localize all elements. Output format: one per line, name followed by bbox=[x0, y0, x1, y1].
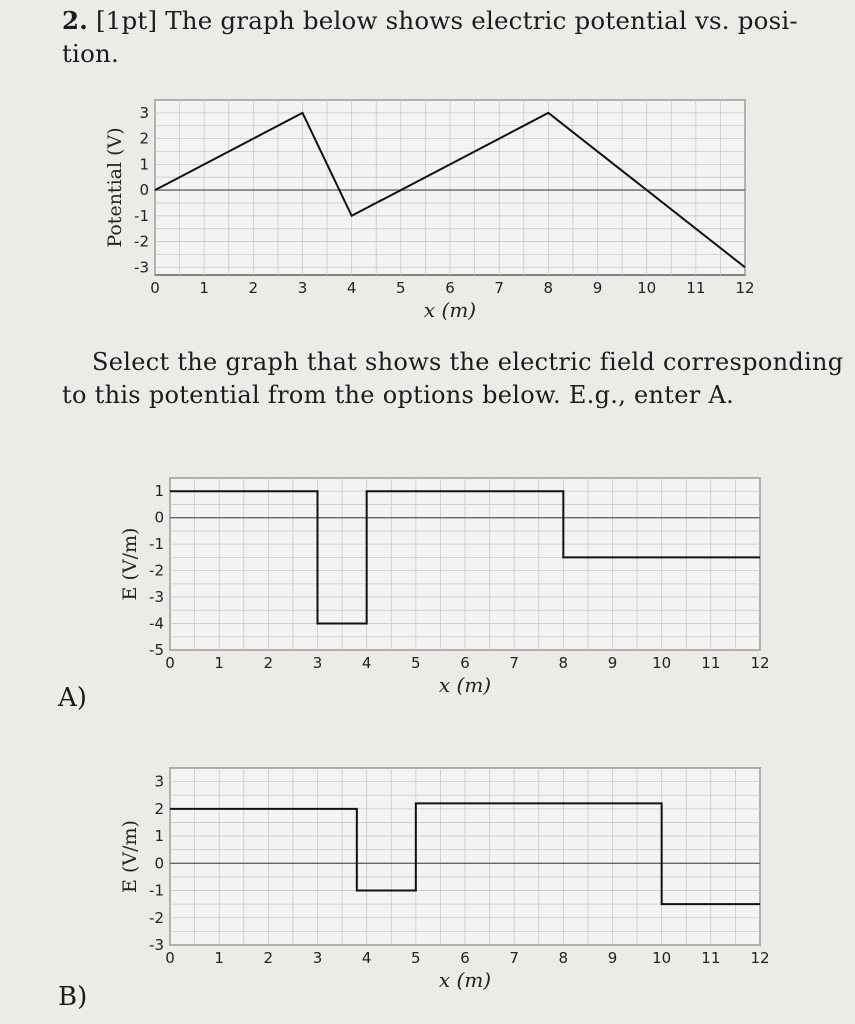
y-tick-label: -2 bbox=[149, 561, 164, 580]
x-tick-label: 7 bbox=[494, 279, 504, 297]
y-tick-label: -3 bbox=[149, 588, 164, 607]
question-body-cont: tion. bbox=[62, 39, 119, 68]
instruction-text: Select the graph that shows the electric field corresponding to this potential from the options below. E.g., enter A. bbox=[62, 348, 844, 409]
x-tick-label: 1 bbox=[214, 949, 224, 967]
x-tick-label: 6 bbox=[460, 949, 470, 967]
y-tick-label: -2 bbox=[149, 908, 164, 927]
option-a-chart[interactable] bbox=[95, 470, 785, 705]
y-tick-label: -4 bbox=[149, 614, 164, 633]
option-b-chart[interactable] bbox=[95, 760, 785, 1000]
question-number: 2. bbox=[62, 6, 88, 35]
x-tick-label: 1 bbox=[199, 279, 209, 297]
x-tick-label: 8 bbox=[558, 654, 569, 672]
x-tick-label: 12 bbox=[750, 654, 770, 672]
x-tick-label: 11 bbox=[686, 279, 706, 297]
x-tick-label: 0 bbox=[165, 654, 175, 672]
y-tick-label: -2 bbox=[134, 232, 149, 251]
question-text bbox=[62, 4, 842, 70]
x-tick-label: 11 bbox=[701, 654, 721, 672]
y-axis-label: E (V/m) bbox=[119, 820, 141, 893]
x-tick-label: 1 bbox=[214, 654, 224, 672]
y-tick-label: 2 bbox=[139, 129, 149, 148]
x-tick-label: 7 bbox=[509, 949, 519, 967]
x-tick-label: 2 bbox=[263, 654, 274, 672]
x-tick-label: 4 bbox=[361, 949, 372, 967]
y-axis-label: E (V/m) bbox=[119, 527, 141, 601]
y-tick-label: 1 bbox=[139, 155, 149, 174]
x-tick-label: 4 bbox=[346, 279, 357, 297]
y-tick-label: -5 bbox=[149, 641, 164, 659]
y-tick-label: -3 bbox=[134, 258, 149, 277]
x-tick-label: 9 bbox=[607, 654, 618, 672]
y-tick-label: -1 bbox=[149, 535, 164, 554]
y-axis-label: Potential (V) bbox=[104, 127, 126, 248]
option-b-label[interactable]: B) bbox=[58, 982, 88, 1012]
x-tick-label: 10 bbox=[652, 654, 672, 672]
potential-chart bbox=[80, 95, 770, 330]
x-tick-label: 8 bbox=[543, 279, 554, 297]
x-tick-label: 3 bbox=[312, 949, 323, 967]
y-tick-label: -1 bbox=[134, 206, 149, 225]
y-tick-label: 1 bbox=[154, 482, 164, 501]
x-tick-label: 7 bbox=[509, 654, 519, 672]
x-tick-label: 3 bbox=[312, 654, 323, 672]
x-tick-label: 0 bbox=[165, 949, 175, 967]
x-tick-label: 10 bbox=[652, 949, 672, 967]
question-points: [1pt] bbox=[95, 6, 158, 35]
x-tick-label: 5 bbox=[396, 279, 406, 297]
x-axis-label: x (m) bbox=[438, 673, 492, 697]
x-tick-label: 2 bbox=[263, 949, 274, 967]
x-tick-label: 10 bbox=[637, 279, 657, 297]
y-tick-label: -3 bbox=[149, 936, 164, 954]
x-tick-label: 9 bbox=[592, 279, 603, 297]
x-tick-label: 2 bbox=[248, 279, 259, 297]
x-tick-label: 6 bbox=[460, 654, 470, 672]
x-tick-label: 3 bbox=[297, 279, 308, 297]
x-tick-label: 5 bbox=[411, 654, 421, 672]
x-tick-label: 11 bbox=[701, 949, 721, 967]
x-tick-label: 12 bbox=[750, 949, 770, 967]
y-tick-label: 3 bbox=[139, 103, 149, 122]
y-tick-label: -1 bbox=[149, 881, 164, 900]
y-tick-label: 0 bbox=[154, 508, 164, 527]
x-tick-label: 8 bbox=[558, 949, 569, 967]
x-tick-label: 0 bbox=[150, 279, 160, 297]
option-a-label[interactable]: A) bbox=[58, 683, 87, 713]
y-tick-label: 1 bbox=[154, 827, 164, 846]
x-tick-label: 4 bbox=[361, 654, 372, 672]
y-tick-label: 3 bbox=[154, 772, 164, 791]
y-tick-label: 2 bbox=[154, 799, 164, 818]
x-tick-label: 6 bbox=[445, 279, 455, 297]
y-tick-label: 0 bbox=[154, 854, 164, 873]
x-tick-label: 12 bbox=[735, 279, 755, 297]
x-axis-label: x (m) bbox=[438, 968, 492, 992]
x-tick-label: 9 bbox=[607, 949, 618, 967]
question-body: The graph below shows electric potential vs. posi- bbox=[165, 6, 798, 35]
x-axis-label: x (m) bbox=[423, 298, 477, 322]
y-tick-label: 0 bbox=[139, 181, 149, 200]
x-tick-label: 5 bbox=[411, 949, 421, 967]
